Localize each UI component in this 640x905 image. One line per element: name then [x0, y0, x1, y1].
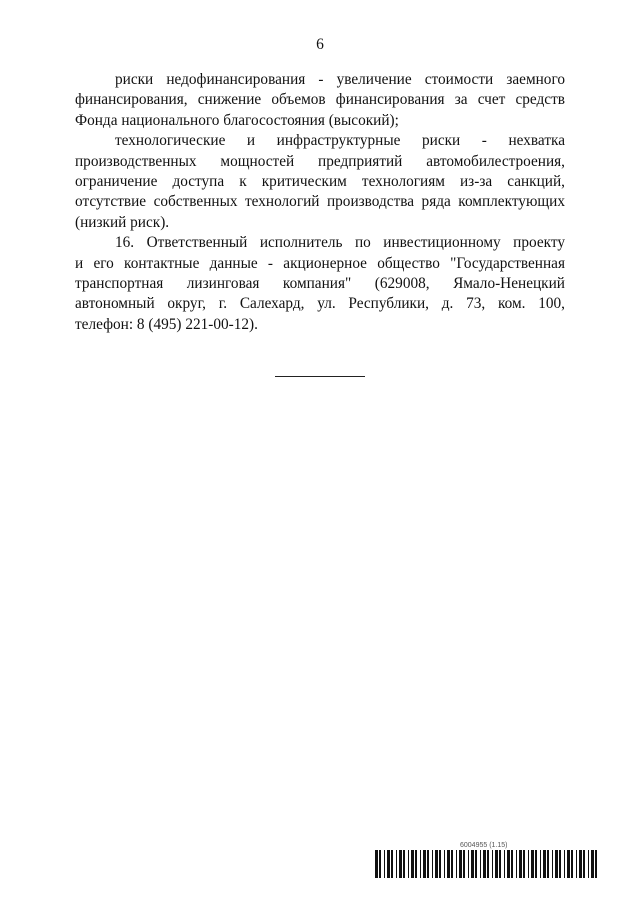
document-body: [75, 70, 565, 335]
text-line: технологические и инфраструктурные риски - нехватка: [115, 132, 565, 150]
end-divider: [275, 376, 365, 377]
page-number: 6: [316, 36, 324, 53]
paragraph-technological-risks: [75, 131, 565, 233]
text-line: и его контактные данные - акционерное общество "Государственная: [75, 254, 565, 272]
text-line: автономный округ, г. Салехард, ул. Республики, д. 73, ком. 100,: [75, 295, 565, 313]
text-line: 16. Ответственный исполнитель по инвестиционному проекту: [115, 234, 565, 252]
text-line: транспортная лизинговая компания" (629008, Ямало-Ненецкий: [75, 274, 565, 292]
text-line: отсутствие собственных технологий производства ряда комплектующих: [75, 193, 565, 211]
paragraph-responsible-executor: [75, 233, 565, 335]
text-line: ограничение доступа к критическим технологиям из-за санкций,: [75, 172, 565, 190]
paragraph-financing-risks: [75, 70, 565, 131]
barcode-image: [375, 850, 597, 878]
text-line: (низкий риск).: [75, 213, 170, 231]
text-line: телефон: 8 (495) 221-00-12).: [75, 315, 258, 333]
barcode-label: 6004955 (1.15): [460, 842, 508, 849]
text-line: Фонда национального благосостояния (высокий);: [75, 111, 399, 129]
text-line: риски недофинансирования - увеличение стоимости заемного: [115, 71, 565, 88]
text-line: финансирования, снижение объемов финансирования за счет средств: [75, 91, 565, 109]
text-line: производственных мощностей предприятий автомобилестроения,: [75, 152, 565, 170]
